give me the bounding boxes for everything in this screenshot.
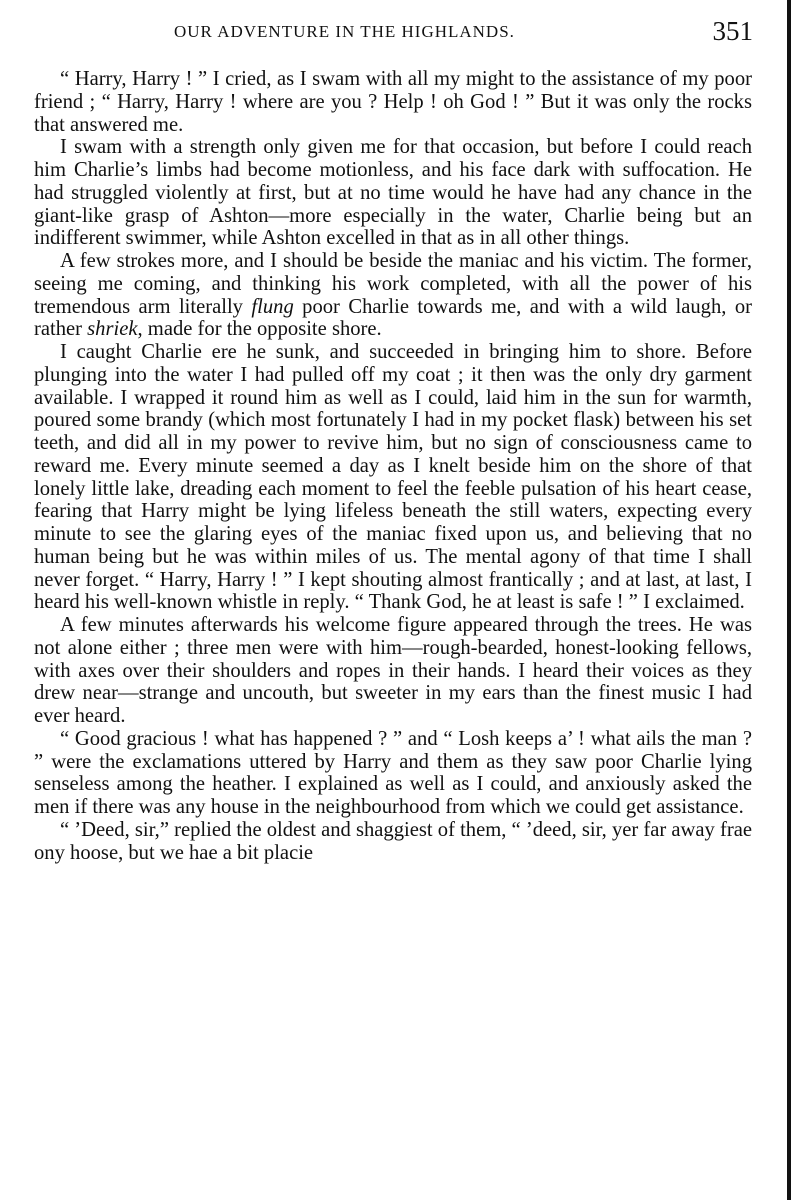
paragraph <box>34 68 752 136</box>
italic-word: flung <box>251 295 294 318</box>
text-run: poor Charlie towards me, and with a wild laugh, or rather <box>34 295 752 341</box>
running-title: OUR ADVENTURE IN THE HIGHLANDS. <box>174 22 515 41</box>
page-number: 351 <box>712 16 753 46</box>
body-text <box>34 68 752 864</box>
paragraph <box>34 341 752 614</box>
text-run: , made for the opposite shore. <box>137 318 382 341</box>
text-run: “ Harry, Harry ! ” I cried, as I swam with all my might to the assistance of my poor friend ; “ Harry, Harry ! where are you ? Help ! oh God ! ” But it was only the rocks that answered me. <box>34 68 752 136</box>
italic-word: shriek <box>87 318 138 341</box>
page-edge-rule <box>787 0 791 1200</box>
text-run: I swam with a strength only given me for that occasion, but before I could reach him Charlie’s limbs had become motionless, and his face dark with suffocation. He had struggled violently at first, but at no time would he have had any chance in the giant-like grasp of Ashton—more especially in the water, Charlie being but an indifferent swimmer, while Ashton excelled in that as in all other things. <box>34 136 752 250</box>
text-run: A few strokes more, and I should be beside the maniac and his victim. The former, seeing me coming, and thinking his work completed, with all the power of his tremendous arm literally <box>34 250 752 318</box>
text-run: A few minutes afterwards his welcome figure appeared through the trees. He was not alone either ; three men were with him—rough-bearded, honest-looking fellows, with axes over their shoulders and ropes in their hands. I heard their voices as they drew near—strange and uncouth, but sweeter in my ears than the finest music I had ever heard. <box>34 614 752 727</box>
paragraph <box>34 819 752 865</box>
paragraph <box>34 728 752 819</box>
paragraph <box>34 614 752 728</box>
paragraph <box>34 136 752 250</box>
paragraph <box>34 250 752 341</box>
running-header <box>34 16 753 50</box>
text-run: I caught Charlie ere he sunk, and succeeded in bringing him to shore. Before plunging into the water I had pulled off my coat ; it then was the only dry garment available. I wrapped it round him as well as I could, laid him in the sun for warmth, poured some brandy (which most fortunately I had in my pocket flask) between his set teeth, and did all in my power to revive him, but no sign of consciousness came to reward me. Every minute seemed a day as I knelt beside him on the shore of that lonely little lake, dreading each moment to feel the feeble pulsation of his heart cease, fearing that Harry might be lying lifeless beneath the still waters, expecting every minute to see the glaring eyes of the maniac fixed upon us, and believing that no human being but he was within miles of us. The mental agony of that time I shall never forget. “ Harry, Harry ! ” I kept shouting almost frantically ; and at last, at last, I heard his well-known whistle in reply. “ Thank God, he at least is safe ! ” I exclaimed. <box>34 341 752 614</box>
text-run: “ ’Deed, sir,” replied the oldest and shaggiest of them, “ ’deed, sir, yer far away frae ony hoose, but we hae a bit placie <box>34 818 752 864</box>
text-run: “ Good gracious ! what has happened ? ” and “ Losh keeps a’ ! what ails the man ? ” were the exclamations uttered by Harry and them as they saw poor Charlie lying senseless among the heather. I explained as well as I could, and anxiously asked the men if there was any house in the neighbourhood from which we could get assistance. <box>34 727 752 818</box>
